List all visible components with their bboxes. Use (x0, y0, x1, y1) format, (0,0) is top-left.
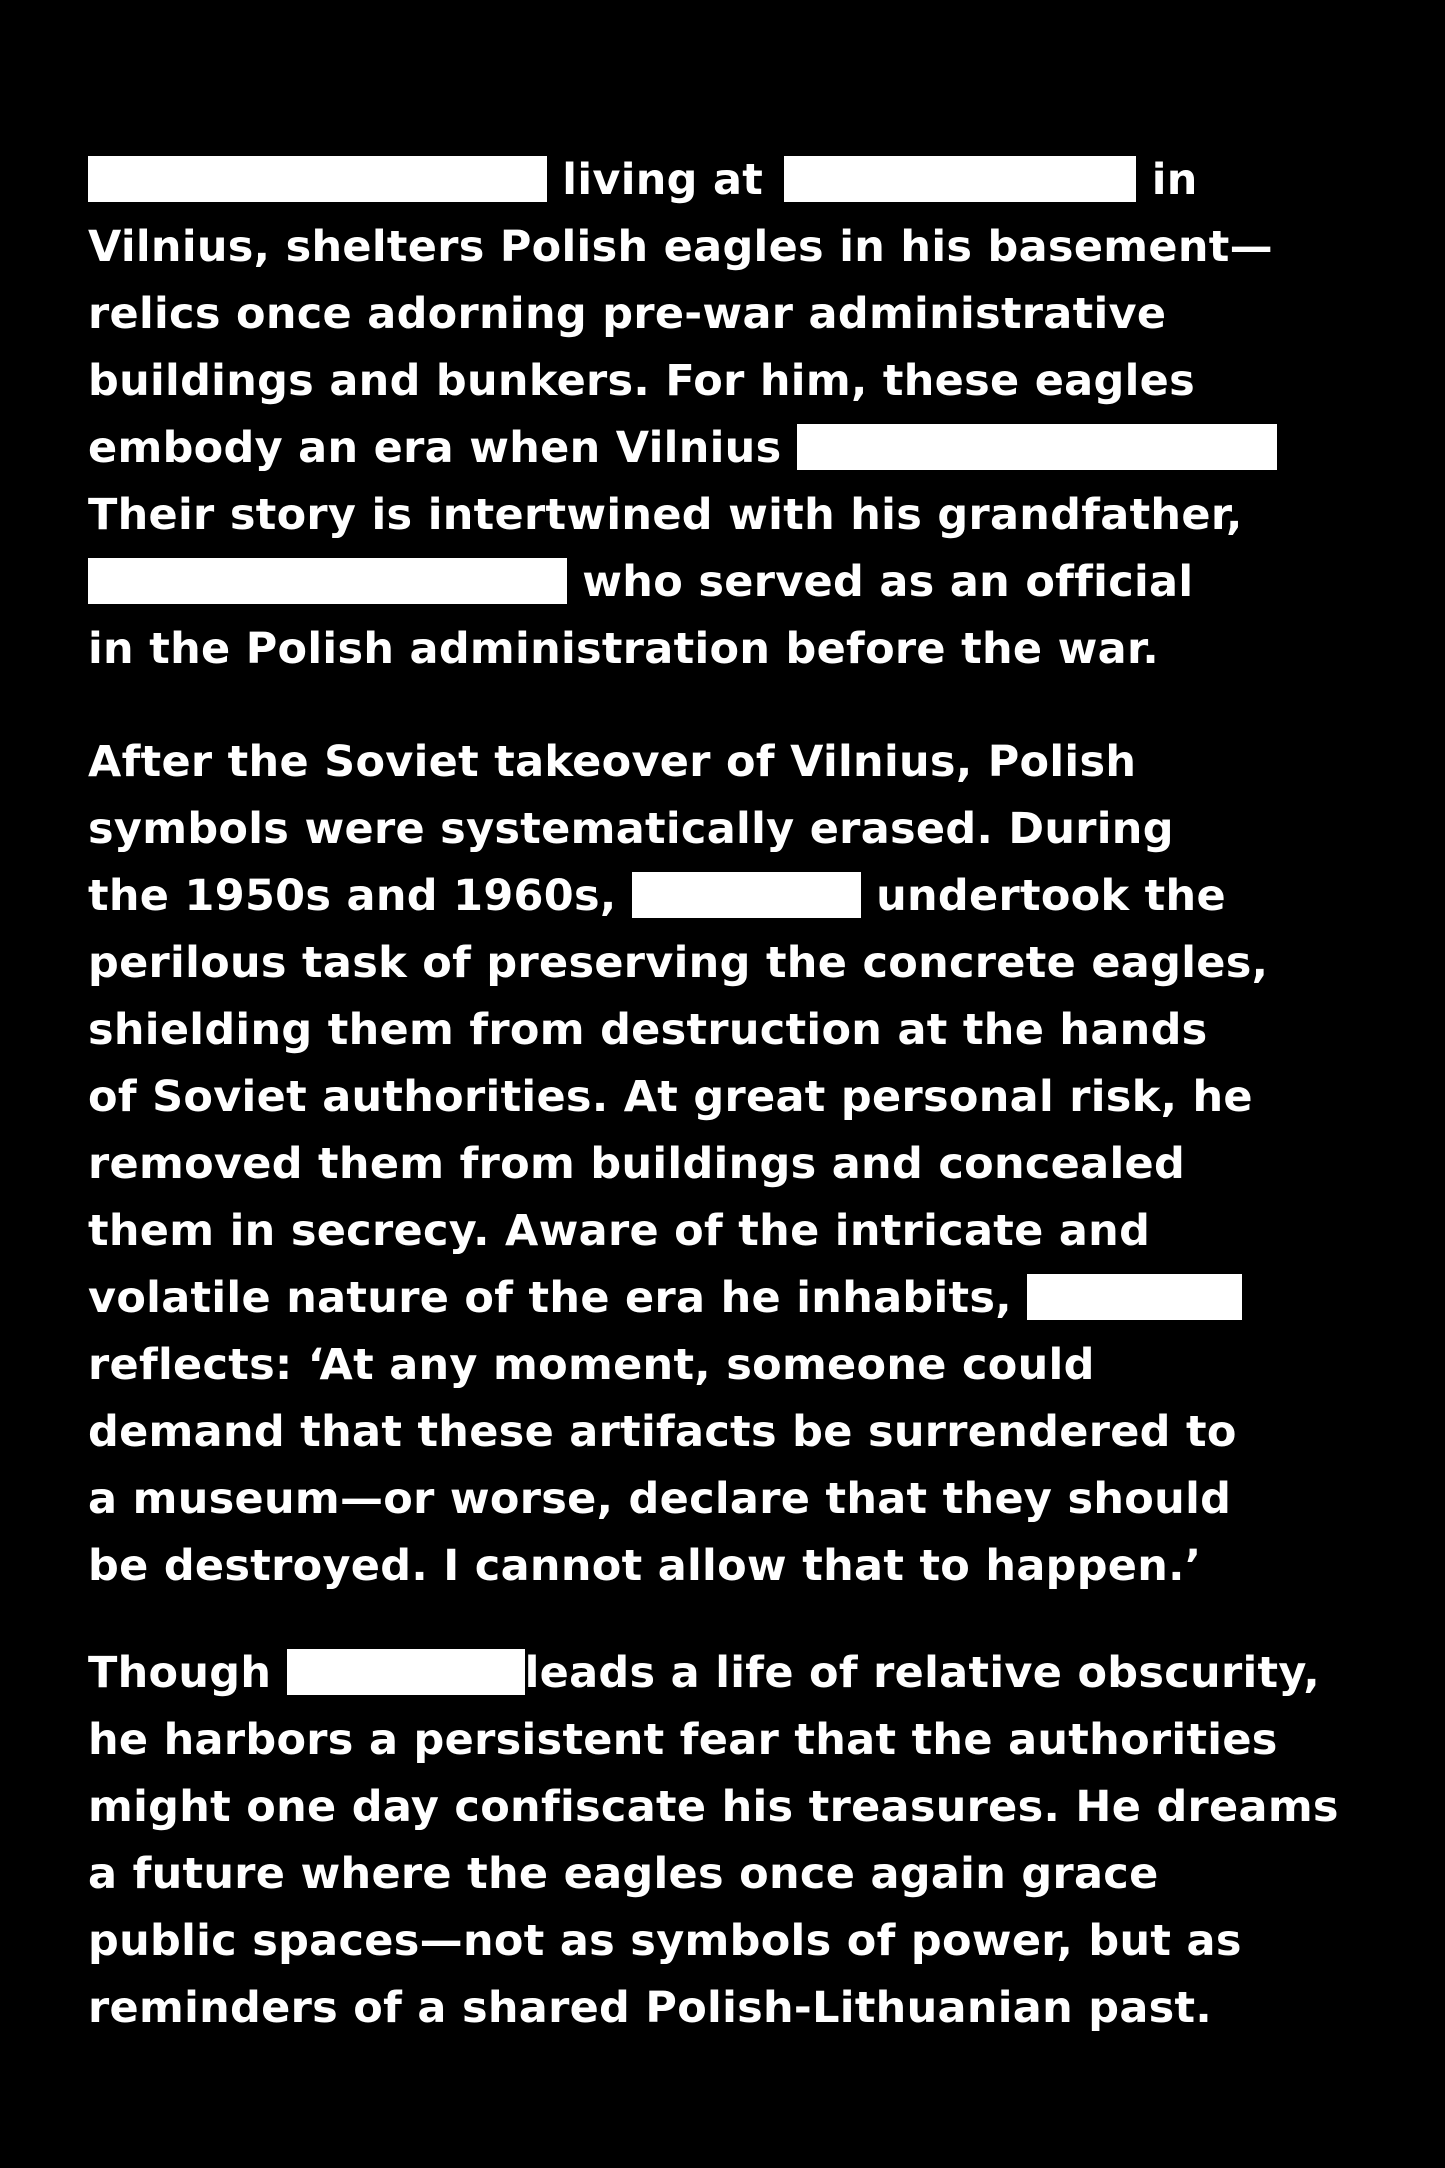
text-line (88, 796, 1268, 863)
text-line (88, 1975, 1339, 2042)
text-line (88, 147, 1277, 214)
text-segment: a future where the eagles once again grace (88, 1849, 1159, 1899)
text-segment: perilous task of preserving the concrete eagles, (88, 938, 1269, 988)
text-segment: in the Polish administration before the war. (88, 624, 1160, 674)
text-line (88, 1131, 1268, 1198)
text-segment: in (1151, 155, 1198, 205)
text-segment: shielding them from destruction at the hands (88, 1005, 1208, 1055)
text-segment: buildings and bunkers. For him, these eagles (88, 356, 1195, 406)
text-line (88, 729, 1268, 796)
text-segment: living at (562, 155, 764, 205)
redaction-bar (632, 872, 861, 918)
text-line (88, 863, 1268, 930)
text-segment: might one day confiscate his treasures. He dreams (88, 1782, 1339, 1832)
text-segment: reminders of a shared Polish-Lithuanian past. (88, 1983, 1213, 2033)
text-line (88, 1265, 1268, 1332)
text-line (88, 1466, 1268, 1533)
text-segment: embody an era when Vilnius (88, 423, 782, 473)
text-segment: who served as an official (582, 557, 1194, 607)
text-line (88, 1533, 1268, 1600)
text-line (88, 549, 1277, 616)
text-line (88, 1640, 1339, 1707)
redaction-bar (784, 156, 1136, 202)
text-line (88, 930, 1268, 997)
text-line (88, 482, 1277, 549)
text-segment: of Soviet authorities. At great personal risk, he (88, 1072, 1253, 1122)
text-line (88, 616, 1277, 683)
text-segment: removed them from buildings and concealed (88, 1139, 1186, 1189)
redaction-bar (88, 558, 567, 604)
text-segment: After the Soviet takeover of Vilnius, Polish (88, 737, 1137, 787)
paragraph-1 (88, 147, 1277, 683)
text-segment: Vilnius, shelters Polish eagles in his basement— (88, 222, 1273, 272)
text-segment: leads a life of relative obscurity, (524, 1648, 1320, 1698)
text-segment: reflects: ‘At any moment, someone could (88, 1340, 1095, 1390)
text-segment: he harbors a persistent fear that the authorities (88, 1715, 1278, 1765)
redaction-bar (797, 424, 1277, 470)
text-segment: volatile nature of the era he inhabits, (88, 1273, 1012, 1323)
text-line (88, 214, 1277, 281)
text-segment: be destroyed. I cannot allow that to happen.’ (88, 1541, 1202, 1591)
text-line (88, 1198, 1268, 1265)
text-line (88, 1064, 1268, 1131)
text-segment: a museum—or worse, declare that they should (88, 1474, 1232, 1524)
text-segment: public spaces—not as symbols of power, but as (88, 1916, 1242, 1966)
text-line (88, 1908, 1339, 1975)
redaction-bar (287, 1649, 525, 1695)
text-segment: them in secrecy. Aware of the intricate and (88, 1206, 1151, 1256)
redaction-bar (1027, 1274, 1242, 1320)
text-line (88, 997, 1268, 1064)
text-line (88, 1841, 1339, 1908)
text-segment: undertook the (876, 871, 1226, 921)
text-line (88, 1399, 1268, 1466)
text-segment: symbols were systematically erased. During (88, 804, 1174, 854)
text-line (88, 1774, 1339, 1841)
text-segment: Their story is intertwined with his grandfather, (88, 490, 1243, 540)
redaction-bar (88, 156, 547, 202)
text-line (88, 1707, 1339, 1774)
text-segment: the 1950s and 1960s, (88, 871, 617, 921)
text-segment: demand that these artifacts be surrendered to (88, 1407, 1237, 1457)
text-line (88, 1332, 1268, 1399)
text-line (88, 348, 1277, 415)
text-segment: relics once adorning pre-war administrative (88, 289, 1167, 339)
text-line (88, 415, 1277, 482)
text-line (88, 281, 1277, 348)
paragraph-3 (88, 1640, 1339, 2042)
paragraph-2 (88, 729, 1268, 1600)
text-segment: Though (88, 1648, 272, 1698)
